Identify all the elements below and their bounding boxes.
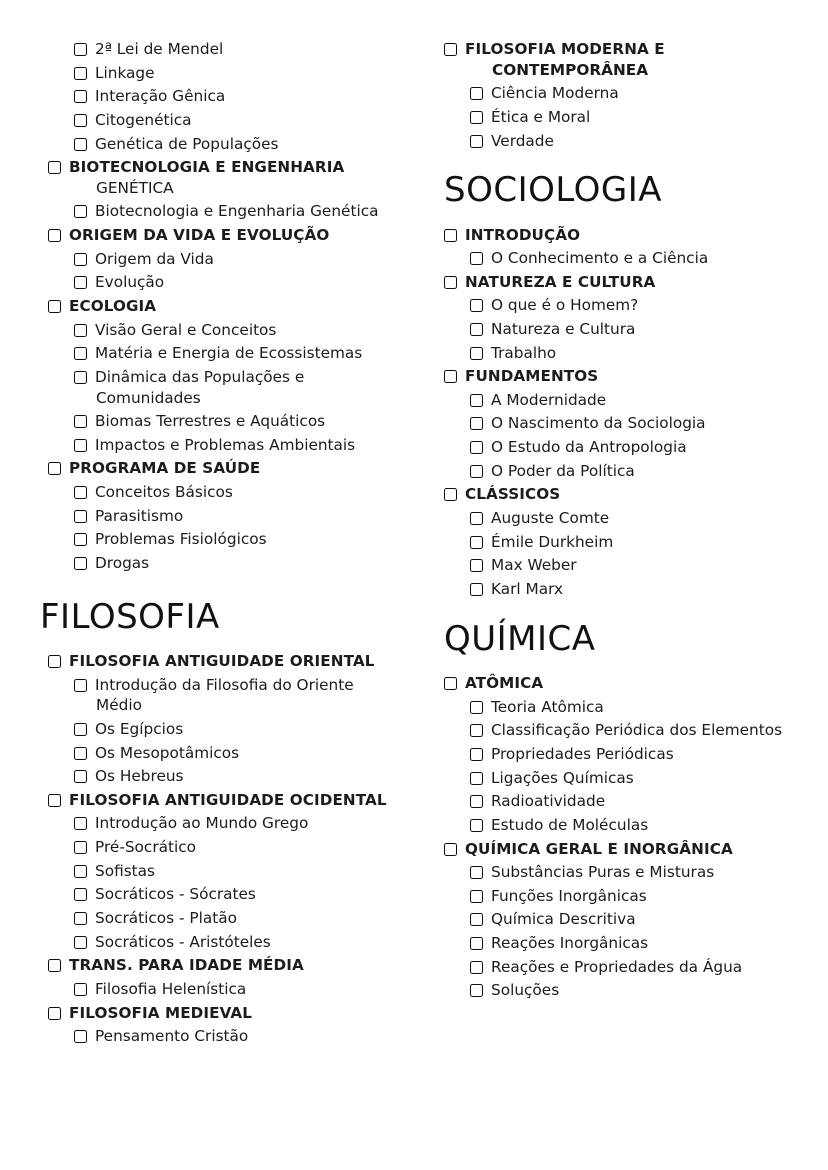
right-column xyxy=(444,40,824,1005)
checkbox-icon[interactable] xyxy=(470,701,483,714)
checklist-group-row[interactable] xyxy=(34,1004,414,1023)
checklist-item-row[interactable] xyxy=(34,767,414,786)
checklist-item-row[interactable] xyxy=(34,87,414,106)
checklist-item-row[interactable] xyxy=(444,438,824,457)
checklist-item-row[interactable] xyxy=(444,509,824,528)
checklist-item-row[interactable] xyxy=(34,1027,414,1046)
left-column xyxy=(34,40,414,1051)
checkbox-icon[interactable] xyxy=(74,253,87,266)
checkbox-icon[interactable] xyxy=(470,984,483,997)
checkbox-icon[interactable] xyxy=(74,747,87,760)
checklist-item-label: Socráticos - Aristóteles xyxy=(95,932,271,951)
checklist-item-label: Socráticos - Platão xyxy=(95,909,237,928)
checklist-item-row[interactable] xyxy=(34,530,414,549)
checklist-item-label: QUÍMICA GERAL E INORGÂNICA xyxy=(465,839,733,858)
checklist-item-row[interactable] xyxy=(34,814,414,833)
checkbox-icon[interactable] xyxy=(74,679,87,692)
checklist-group-row[interactable] xyxy=(444,367,824,386)
checklist-item-label: Ciência Moderna xyxy=(491,84,619,103)
checklist-item-row[interactable] xyxy=(444,934,824,953)
checklist-item-label: ECOLOGIA xyxy=(69,297,157,315)
checkbox-icon[interactable] xyxy=(74,1030,87,1043)
checklist-item-label-continuation: Médio xyxy=(96,696,142,715)
checkbox-icon[interactable] xyxy=(444,677,457,690)
checklist-item-row[interactable] xyxy=(444,887,824,906)
checkbox-icon[interactable] xyxy=(74,324,87,337)
checklist-item-label-continuation: Comunidades xyxy=(96,388,201,407)
checklist-item-label: Filosofia Helenística xyxy=(95,979,247,998)
checklist-item-row[interactable] xyxy=(34,64,414,83)
checklist-item-label: Conceitos Básicos xyxy=(95,483,233,502)
checklist-item-label: Química Descritiva xyxy=(491,910,636,929)
checkbox-icon[interactable] xyxy=(74,533,87,546)
checkbox-icon[interactable] xyxy=(74,888,87,901)
checklist-item-row[interactable] xyxy=(444,910,824,929)
checklist-item-row[interactable] xyxy=(444,556,824,575)
checkbox-icon[interactable] xyxy=(74,865,87,878)
checkbox-icon[interactable] xyxy=(48,229,61,242)
checkbox-icon[interactable] xyxy=(470,866,483,879)
checklist-item-row[interactable] xyxy=(444,391,824,410)
checklist-item-row[interactable] xyxy=(444,698,824,717)
checkbox-icon[interactable] xyxy=(444,276,457,289)
checklist-item-label: BIOTECNOLOGIA E ENGENHARIA xyxy=(69,158,345,177)
checklist-item-label: FILOSOFIA ANTIGUIDADE ORIENTAL xyxy=(69,652,375,671)
checklist-item-label: Max Weber xyxy=(491,556,577,575)
checklist-item-label: Linkage xyxy=(95,63,155,82)
checkbox-icon[interactable] xyxy=(470,795,483,808)
checklist-item-label: FILOSOFIA MEDIEVAL xyxy=(69,1003,253,1022)
checklist-item-label: TRANS. PARA IDADE MÉDIA xyxy=(69,956,304,975)
checklist-item-row[interactable] xyxy=(444,981,824,1000)
checklist-item-label: Origem da Vida xyxy=(95,249,214,268)
checkbox-icon[interactable] xyxy=(74,723,87,736)
checkbox-icon[interactable] xyxy=(470,819,483,832)
checklist-item-row[interactable] xyxy=(34,838,414,857)
checkbox-icon[interactable] xyxy=(48,794,61,807)
checklist-item-row[interactable] xyxy=(444,533,824,552)
checkbox-icon[interactable] xyxy=(74,138,87,151)
checklist-item-row[interactable] xyxy=(34,344,414,363)
checklist-item-row[interactable] xyxy=(444,462,824,481)
checklist-item-label: O Poder da Política xyxy=(491,461,635,480)
checkbox-icon[interactable] xyxy=(470,299,483,312)
checklist-item-label-continuation: GENÉTICA xyxy=(96,178,174,197)
checklist-item-row[interactable] xyxy=(444,721,824,740)
checklist-item-row[interactable] xyxy=(444,414,824,433)
checkbox-icon[interactable] xyxy=(470,937,483,950)
checklist-item-row[interactable] xyxy=(34,676,414,695)
checklist-item-label: Biotecnologia e Engenharia Genética xyxy=(95,202,379,221)
checklist-item-label: O que é o Homem? xyxy=(491,296,639,315)
checkbox-icon[interactable] xyxy=(470,465,483,478)
checkbox-icon[interactable] xyxy=(74,347,87,360)
checklist-item-row[interactable] xyxy=(444,769,824,788)
checkbox-icon[interactable] xyxy=(444,488,457,501)
checklist-item-row[interactable] xyxy=(444,958,824,977)
checklist-item-label: Radioatividade xyxy=(491,792,606,811)
checklist-item-label: Reações e Propriedades da Água xyxy=(491,957,743,976)
checklist-group-row[interactable] xyxy=(34,459,414,478)
checkbox-icon[interactable] xyxy=(74,557,87,570)
checklist-item-label: Parasitismo xyxy=(95,506,184,525)
checkbox-icon[interactable] xyxy=(470,583,483,596)
checklist-group-row[interactable] xyxy=(34,956,414,975)
checklist-group-row[interactable] xyxy=(444,674,824,693)
checklist-item-label: Classificação Periódica dos Elementos xyxy=(491,721,783,740)
checkbox-icon[interactable] xyxy=(74,371,87,384)
checklist-item-row[interactable] xyxy=(444,108,824,127)
checklist-item-row[interactable] xyxy=(34,885,414,904)
checklist-group-row[interactable] xyxy=(444,226,824,245)
checklist-item-row[interactable] xyxy=(444,249,824,268)
checkbox-icon[interactable] xyxy=(74,936,87,949)
checkbox-icon[interactable] xyxy=(74,983,87,996)
checkbox-icon[interactable] xyxy=(74,90,87,103)
checklist-item-row[interactable] xyxy=(444,863,824,882)
checklist-item-row[interactable] xyxy=(444,792,824,811)
checkbox-icon[interactable] xyxy=(444,43,457,56)
checklist-item-label: Pensamento Cristão xyxy=(95,1027,249,1046)
checklist-item-label: Auguste Comte xyxy=(491,509,610,527)
checklist-item-label: Soluções xyxy=(491,981,560,1000)
checkbox-icon[interactable] xyxy=(74,439,87,452)
checkbox-icon[interactable] xyxy=(74,770,87,783)
checklist-item-label: Introdução da Filosofia do Oriente xyxy=(95,675,354,694)
checkbox-icon[interactable] xyxy=(48,161,61,174)
checklist-item-row[interactable] xyxy=(444,296,824,315)
checklist-item-label: INTRODUÇÃO xyxy=(465,225,581,244)
section-title: FILOSOFIA xyxy=(40,596,220,637)
checkbox-icon[interactable] xyxy=(74,510,87,523)
checkbox-icon[interactable] xyxy=(74,43,87,56)
checklist-group-row[interactable] xyxy=(34,158,414,177)
checklist-item-label: Os Hebreus xyxy=(95,767,184,786)
checklist-item-row[interactable] xyxy=(34,135,414,154)
checkbox-icon[interactable] xyxy=(48,959,61,972)
checkbox-icon[interactable] xyxy=(74,841,87,854)
checklist-item-row[interactable] xyxy=(444,84,824,103)
checklist-item-label: O Estudo da Antropologia xyxy=(491,438,687,457)
checklist-item-label: Reações Inorgânicas xyxy=(491,934,649,953)
checklist-group-row[interactable] xyxy=(444,840,824,859)
checklist-item-label: Impactos e Problemas Ambientais xyxy=(95,435,356,454)
checkbox-icon[interactable] xyxy=(470,772,483,785)
checkbox-icon[interactable] xyxy=(470,441,483,454)
checklist-item-row[interactable] xyxy=(444,344,824,363)
checklist-item-row[interactable] xyxy=(34,111,414,130)
checklist-item-label: Dinâmica das Populações e xyxy=(95,367,305,386)
checklist-item-label: Propriedades Periódicas xyxy=(491,744,674,763)
checkbox-icon[interactable] xyxy=(74,205,87,218)
checklist-item-label: Substâncias Puras e Misturas xyxy=(491,863,715,882)
checklist-item-label: Citogenética xyxy=(95,110,192,129)
checkbox-icon[interactable] xyxy=(470,323,483,336)
checkbox-icon[interactable] xyxy=(470,87,483,100)
checklist-item-label: Funções Inorgânicas xyxy=(491,886,647,905)
checklist-item-label: A Modernidade xyxy=(491,390,607,409)
checkbox-icon[interactable] xyxy=(470,724,483,737)
checklist-item-label: FILOSOFIA ANTIGUIDADE OCIDENTAL xyxy=(69,790,387,809)
checkbox-icon[interactable] xyxy=(74,912,87,925)
checklist-item-row[interactable] xyxy=(34,321,414,340)
checklist-item-label: NATUREZA E CULTURA xyxy=(465,272,656,291)
checklist-item-label: Ética e Moral xyxy=(491,107,591,126)
checklist-item-label: CLÁSSICOS xyxy=(465,485,561,504)
checkbox-icon[interactable] xyxy=(470,559,483,572)
checkbox-icon[interactable] xyxy=(74,415,87,428)
checklist-item-row[interactable] xyxy=(34,507,414,526)
checklist-item-row[interactable] xyxy=(34,40,414,59)
checkbox-icon[interactable] xyxy=(48,462,61,475)
checklist-item-label: Genética de Populações xyxy=(95,134,279,153)
checkbox-icon[interactable] xyxy=(470,913,483,926)
checkbox-icon[interactable] xyxy=(470,347,483,360)
checklist-item-row[interactable] xyxy=(34,909,414,928)
checkbox-icon[interactable] xyxy=(74,817,87,830)
checklist-item-label: Interação Gênica xyxy=(95,87,226,106)
checklist-item-row[interactable] xyxy=(34,554,414,573)
checklist-group-row[interactable] xyxy=(34,652,414,671)
checkbox-icon[interactable] xyxy=(470,961,483,974)
section-title: QUÍMICA xyxy=(444,618,596,659)
checkbox-icon[interactable] xyxy=(470,890,483,903)
checkbox-icon[interactable] xyxy=(48,300,61,313)
checkbox-icon[interactable] xyxy=(48,655,61,668)
checklist-group-row[interactable] xyxy=(34,297,414,316)
checkbox-icon[interactable] xyxy=(74,276,87,289)
checklist-item-row[interactable] xyxy=(34,412,414,431)
checklist-item-label: O Nascimento da Sociologia xyxy=(491,414,706,433)
checklist-item-label: FILOSOFIA MODERNA E xyxy=(465,40,665,58)
checklist-item-label: Ligações Químicas xyxy=(491,768,634,787)
checklist-item-row[interactable] xyxy=(34,720,414,739)
checkbox-icon[interactable] xyxy=(470,748,483,761)
checklist-group-row[interactable] xyxy=(34,226,414,245)
checklist-item-label: Introdução ao Mundo Grego xyxy=(95,814,309,833)
checklist-item-label: Biomas Terrestres e Aquáticos xyxy=(95,412,326,431)
checklist-group-row[interactable] xyxy=(444,40,824,59)
checkbox-icon[interactable] xyxy=(48,1007,61,1020)
checklist-item-label-continuation: CONTEMPORÂNEA xyxy=(492,60,649,79)
checklist-item-label: Teoria Atômica xyxy=(491,697,604,716)
checkbox-icon[interactable] xyxy=(470,536,483,549)
checklist-item-label: Os Egípcios xyxy=(95,719,184,738)
checklist-item-label: Sofistas xyxy=(95,861,156,880)
checkbox-icon[interactable] xyxy=(470,394,483,407)
checklist-item-row[interactable] xyxy=(34,250,414,269)
checkbox-icon[interactable] xyxy=(470,417,483,430)
checklist-item-label: PROGRAMA DE SAÚDE xyxy=(69,459,261,478)
checkbox-icon[interactable] xyxy=(444,229,457,242)
checklist-item-label: Os Mesopotâmicos xyxy=(95,743,240,762)
checklist-group-row[interactable] xyxy=(34,791,414,810)
checkbox-icon[interactable] xyxy=(444,370,457,383)
checklist-item-label: Trabalho xyxy=(491,343,557,362)
checklist-group-row[interactable] xyxy=(444,485,824,504)
checklist-item-row[interactable] xyxy=(34,273,414,292)
checklist-item-row[interactable] xyxy=(34,483,414,502)
checklist-group-row[interactable] xyxy=(444,273,824,292)
checkbox-icon[interactable] xyxy=(74,486,87,499)
checklist-item-row[interactable] xyxy=(34,202,414,221)
checklist-item-label: ATÔMICA xyxy=(465,674,544,693)
checklist-item-label: ORIGEM DA VIDA E EVOLUÇÃO xyxy=(69,226,330,245)
checklist-item-label: Pré-Socrático xyxy=(95,838,196,857)
checklist-item-label: Natureza e Cultura xyxy=(491,319,636,338)
checklist-item-row[interactable] xyxy=(34,436,414,455)
checkbox-icon[interactable] xyxy=(444,843,457,856)
checkbox-icon[interactable] xyxy=(74,67,87,80)
checklist-item-row[interactable] xyxy=(34,933,414,952)
checkbox-icon[interactable] xyxy=(74,114,87,127)
checklist-item-label: Visão Geral e Conceitos xyxy=(95,320,277,339)
checkbox-icon[interactable] xyxy=(470,252,483,265)
checklist-item-row[interactable] xyxy=(444,320,824,339)
checklist-item-label: Socráticos - Sócrates xyxy=(95,885,256,904)
checkbox-icon[interactable] xyxy=(470,512,483,525)
checklist-item-row[interactable] xyxy=(34,980,414,999)
checkbox-icon[interactable] xyxy=(470,111,483,124)
checklist-item-label: FUNDAMENTOS xyxy=(465,367,599,386)
checklist-item-label: O Conhecimento e a Ciência xyxy=(491,249,709,268)
checklist-item-row[interactable] xyxy=(34,368,414,387)
checklist-item-label: Drogas xyxy=(95,554,150,572)
checklist-item-label: Verdade xyxy=(491,131,554,150)
checklist-item-label: Matéria e Energia de Ecossistemas xyxy=(95,344,363,363)
checklist-item-label: Problemas Fisiológicos xyxy=(95,530,267,549)
checklist-item-row[interactable] xyxy=(444,816,824,835)
checklist-item-row[interactable] xyxy=(444,580,824,599)
checklist-item-row[interactable] xyxy=(34,744,414,763)
checklist-item-label: Evolução xyxy=(95,273,165,292)
checklist-item-label: Émile Durkheim xyxy=(491,532,614,551)
section-title: SOCIOLOGIA xyxy=(444,170,662,211)
checklist-item-label: Estudo de Moléculas xyxy=(491,815,649,834)
checklist-item-label: Karl Marx xyxy=(491,579,564,598)
checkbox-icon[interactable] xyxy=(470,135,483,148)
checklist-item-label: 2ª Lei de Mendel xyxy=(95,40,224,58)
checklist-item-row[interactable] xyxy=(34,862,414,881)
checklist-item-row[interactable] xyxy=(444,132,824,151)
checklist-item-row[interactable] xyxy=(444,745,824,764)
